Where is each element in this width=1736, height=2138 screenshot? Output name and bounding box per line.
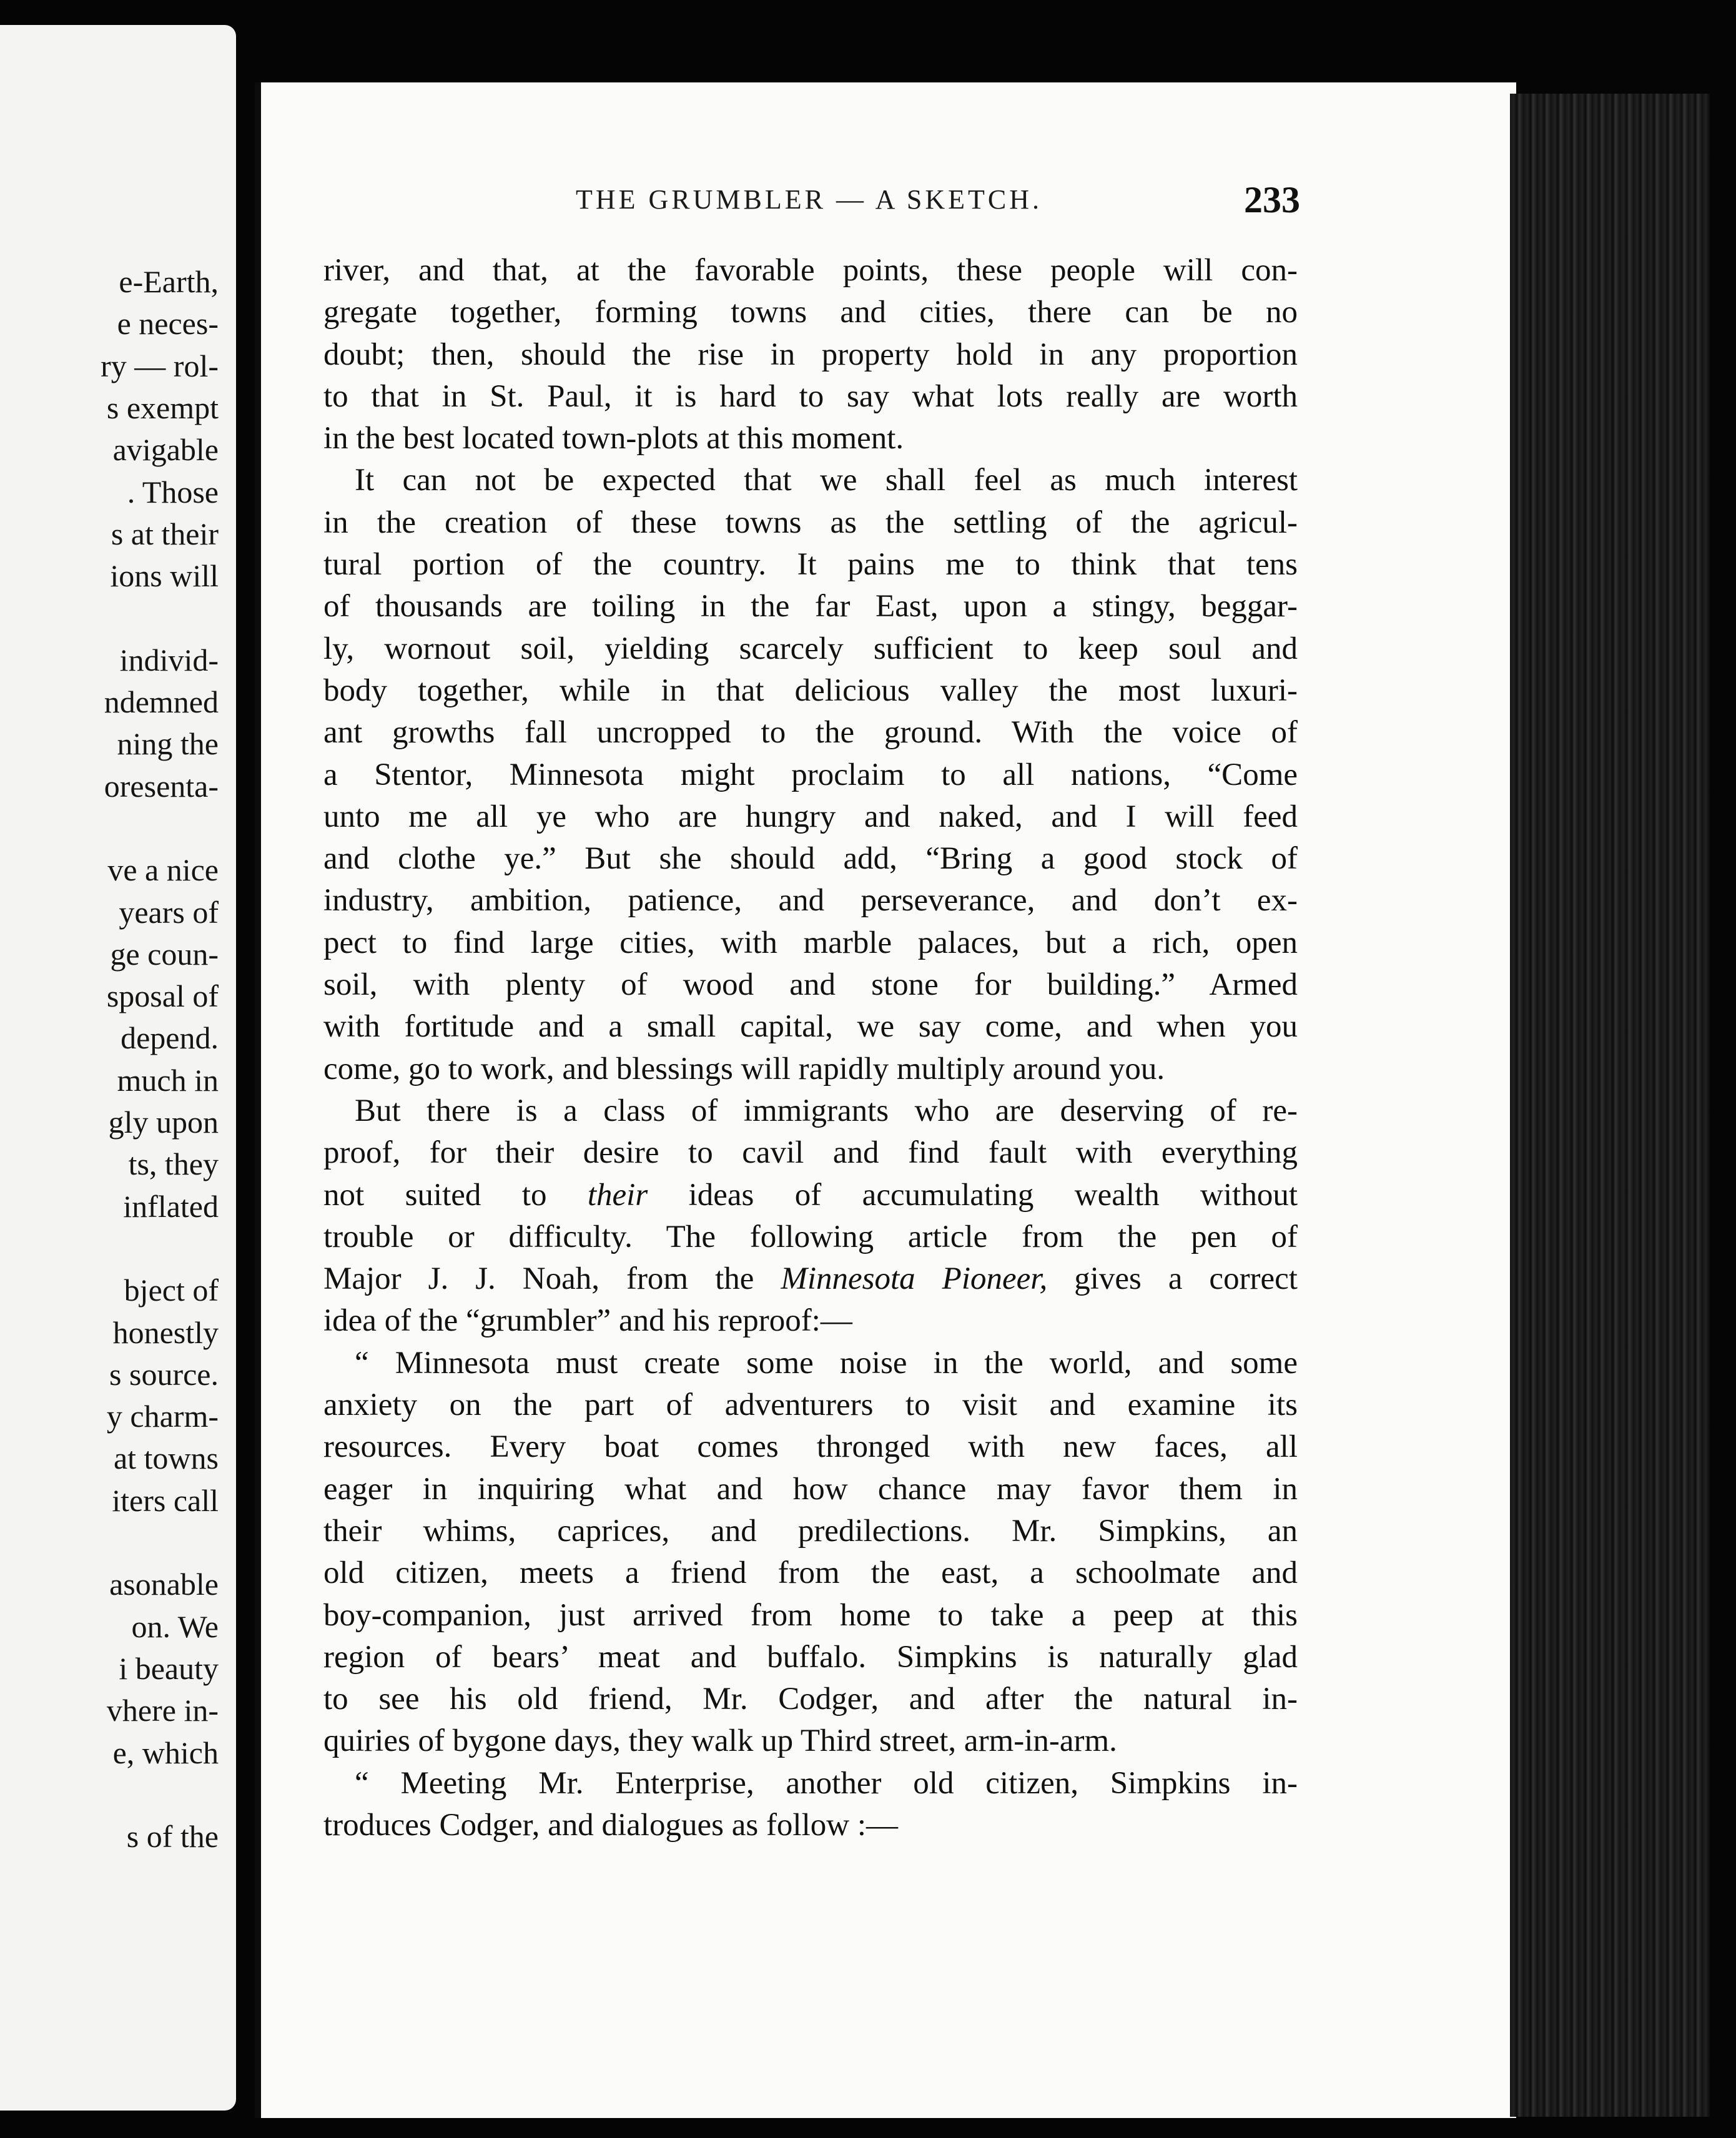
text-line-with-italic: [323, 1258, 1298, 1300]
left-page-fragment: sposal of: [106, 978, 219, 1014]
left-page: [0, 25, 236, 2111]
left-page-fragment: . Those: [127, 474, 219, 510]
text-line: body together, while in that delicious valley the most luxuri-: [323, 672, 1298, 708]
text-line: anxiety on the part of adventurers to visit and examine its: [323, 1387, 1298, 1423]
left-page-fragment: e, which: [112, 1735, 219, 1770]
left-page-fragment: vhere in-: [106, 1693, 219, 1728]
italic-word: their: [587, 1177, 648, 1213]
text-line: ant growths fall uncropped to the ground. With the voice of: [323, 715, 1298, 751]
left-page-fragment: oresenta-: [104, 768, 219, 804]
left-page-fragment: depend.: [121, 1020, 219, 1056]
text-line: resources. Every boat comes thronged with new faces, all: [323, 1429, 1298, 1465]
text-line: their whims, caprices, and predilections. Mr. Simpkins, an: [323, 1513, 1298, 1549]
left-page-fragment: much in: [117, 1062, 219, 1098]
text-line: doubt; then, should the rise in property hold in any proportion: [323, 337, 1298, 372]
paragraph-start-line: “ Meeting Mr. Enterprise, another old citizen, Simpkins in-: [355, 1765, 1298, 1801]
left-page-fragment: e neces-: [117, 306, 219, 342]
left-page-fragment: s source.: [109, 1356, 219, 1392]
text-line: a Stentor, Minnesota might proclaim to all nations, “Come: [323, 757, 1298, 792]
left-page-fragment: s of the: [126, 1819, 219, 1855]
left-page-fragment: bject of: [124, 1273, 219, 1308]
left-page-fragment: ry — rol-: [101, 348, 219, 383]
left-page-fragment: honestly: [112, 1314, 219, 1350]
left-page-fragment: inflated: [123, 1188, 219, 1224]
text-line: to that in St. Paul, it is hard to say what lots really are worth: [323, 378, 1298, 414]
text-line: of thousands are toiling in the far East, upon a stingy, beggar-: [323, 589, 1298, 624]
text-line: quiries of bygone days, they walk up Third street, arm-in-arm.: [323, 1723, 1117, 1759]
left-page-fragment: e-Earth,: [119, 264, 219, 299]
left-page-fragment: at towns: [113, 1441, 219, 1476]
text-line: and clothe ye.” But she should add, “Bring a good stock of: [323, 841, 1298, 877]
text-line: proof, for their desire to cavil and find fault with everything: [323, 1135, 1298, 1171]
paragraph-start-line: But there is a class of immigrants who are deserving of re-: [355, 1093, 1298, 1128]
text-line: ly, wornout soil, yielding scarcely sufficient to keep soul and: [323, 631, 1298, 666]
text-segment: Major J. J. Noah, from the: [323, 1261, 754, 1297]
italic-title: Minnesota Pioneer,: [781, 1261, 1048, 1297]
text-line: to see his old friend, Mr. Codger, and after the natural in-: [323, 1682, 1298, 1717]
left-page-fragment: s exempt: [106, 390, 219, 425]
text-line: in the creation of these towns as the settling of the agricul-: [323, 505, 1298, 540]
text-line: idea of the “grumbler” and his reproof:—: [323, 1303, 852, 1339]
text-line: eager in inquiring what and how chance may favor them in: [323, 1471, 1298, 1507]
text-line: industry, ambition, patience, and perseverance, and don’t ex-: [323, 883, 1298, 919]
text-line-with-italic: [323, 1175, 1298, 1216]
text-line: tural portion of the country. It pains me to think that tens: [323, 547, 1298, 583]
left-page-fragment: ning the: [117, 726, 219, 762]
left-page-fragment: s at their: [111, 516, 219, 551]
left-page-fragment: y charm-: [106, 1399, 219, 1434]
page-number: 233: [1244, 179, 1300, 220]
left-page-fragment: ndemned: [104, 684, 219, 719]
text-line: pect to find large cities, with marble palaces, but a rich, open: [323, 925, 1298, 960]
text-segment: ideas of accumulating wealth without: [688, 1177, 1298, 1213]
left-page-fragment: i beauty: [119, 1650, 219, 1686]
text-line: region of bears’ meat and buffalo. Simpkins is naturally glad: [323, 1639, 1298, 1675]
page-header: [576, 179, 1300, 222]
left-page-fragment: years of: [119, 894, 219, 930]
left-page-fragment: asonable: [109, 1567, 219, 1602]
text-line: river, and that, at the favorable points, these people will con-: [323, 253, 1298, 288]
paragraph-start-line: It can not be expected that we shall feel as much interest: [355, 463, 1298, 498]
text-line: come, go to work, and blessings will rapidly multiply around you.: [323, 1051, 1165, 1086]
text-segment: not suited to: [323, 1177, 547, 1213]
left-page-fragment: ve a nice: [107, 852, 219, 888]
left-page-fragment: ts, they: [128, 1146, 219, 1182]
text-segment: gives a correct: [1074, 1261, 1298, 1297]
left-page-fragment: gly upon: [108, 1105, 219, 1140]
paragraph-start-line: “ Minnesota must create some noise in the world, and some: [355, 1345, 1298, 1381]
text-line: old citizen, meets a friend from the east, a schoolmate and: [323, 1555, 1298, 1591]
text-line: gregate together, forming towns and cities, there can be no: [323, 295, 1298, 330]
text-line: troduces Codger, and dialogues as follow :—: [323, 1807, 899, 1843]
body-text: [323, 250, 1298, 1846]
text-line: with fortitude and a small capital, we say come, and when you: [323, 1009, 1298, 1045]
left-page-fragment: ions will: [110, 558, 219, 594]
page-edge-stack: [1510, 94, 1710, 2117]
left-page-fragment: avigable: [112, 432, 219, 468]
left-page-fragment: individ-: [119, 642, 219, 677]
text-line: trouble or difficulty. The following article from the pen of: [323, 1219, 1298, 1254]
text-line: unto me all ye who are hungry and naked, and I will feed: [323, 799, 1298, 834]
text-line: boy-companion, just arrived from home to take a peep at this: [323, 1597, 1298, 1633]
left-page-fragment: ge coun-: [110, 936, 219, 972]
running-title: THE GRUMBLER — A SKETCH.: [576, 184, 1043, 215]
text-line: soil, with plenty of wood and stone for building.” Armed: [323, 967, 1298, 1003]
left-page-fragment: iters call: [112, 1482, 219, 1518]
text-line: in the best located town-plots at this moment.: [323, 421, 904, 456]
left-page-fragment: on. We: [131, 1608, 219, 1644]
